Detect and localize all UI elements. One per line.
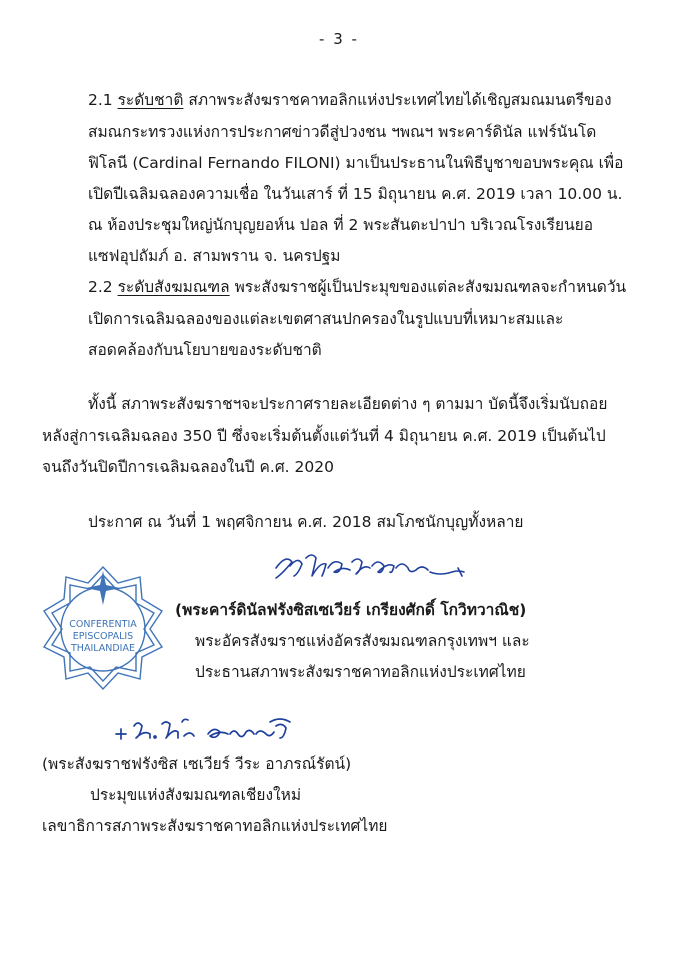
section-2-1-line-3: ฟิโลนี (Cardinal Fernando FILONI) มาเป็นประธานในพิธีบูชาขอบพระคุณ เพื่อ xyxy=(88,154,624,172)
section-2-2-line-1 xyxy=(88,277,626,297)
signatory-2-title-1: ประมุขแห่งสังฆมณฑลเชียงใหม่ xyxy=(90,786,302,804)
section-2-1-heading: ระดับชาติ xyxy=(117,91,184,109)
section-2-2-line-2: เปิดการเฉลิมฉลองของแต่ละเขตศาสนปกครองในรูปแบบที่เหมาะสมและ xyxy=(88,310,564,328)
signatory-1-title-2: ประธานสภาพระสังฆราชคาทอลิกแห่งประเทศไทย xyxy=(195,663,526,681)
section-2-2-heading: ระดับสังฆมณฑล xyxy=(117,278,230,296)
section-2-1-line-2: สมณกระทรวงแห่งการประกาศข่าวดีสู่ปวงชน ฯพณฯ พระคาร์ดินัล แฟร์นันโด xyxy=(88,123,597,141)
closing-line-3: จนถึงวันปิดปีการเฉลิมฉลองในปี ค.ศ. 2020 xyxy=(42,458,334,476)
signatory-2-name: (พระสังฆราชฟรังซิส เซเวียร์ วีระ อาภรณ์รัตน์) xyxy=(42,755,352,773)
section-2-1-line-5: ณ ห้องประชุมใหญ่นักบุญยอห์น ปอล ที่ 2 พระสันตะปาปา บริเวณโรงเรียนยอ xyxy=(88,216,594,234)
signature-1 xyxy=(272,548,472,592)
seal-text-line-3: THAILANDIAE xyxy=(71,643,135,654)
seal-text-line-2: EPISCOPALIS xyxy=(72,631,134,642)
section-2-1-line-1 xyxy=(88,90,612,110)
signatory-1-name: (พระคาร์ดินัลฟรังซิสเซเวียร์ เกรียงศักดิ์ โกวิทวาณิช) xyxy=(175,601,527,619)
page-number: - 3 - xyxy=(319,30,359,48)
section-2-1-line-6: แซฟอุปถัมภ์ อ. สามพราน จ. นครปฐม xyxy=(88,247,341,265)
closing-line-1: ทั้งนี้ สภาพระสังฆราชฯจะประกาศรายละเอียดต่าง ๆ ตามมา บัดนี้จึงเริ่มนับถอย xyxy=(88,395,608,413)
episcopal-conference-seal xyxy=(38,563,168,693)
section-2-2-text: พระสังฆราชผู้เป็นประมุขของแต่ละสังฆมณฑลจะกำหนดวัน xyxy=(229,278,627,296)
signature-2 xyxy=(110,712,310,748)
section-2-1-text: สภาพระสังฆราชคาทอลิกแห่งประเทศไทยได้เชิญสมณมนตรีของ xyxy=(183,91,612,109)
signatory-2-title-2: เลขาธิการสภาพระสังฆราชคาทอลิกแห่งประเทศไทย xyxy=(42,817,388,835)
seal-text-line-1: CONFERENTIA xyxy=(69,619,137,630)
section-2-2-line-3: สอดคล้องกับนโยบายของระดับชาติ xyxy=(88,341,322,359)
section-2-2-label: 2.2 xyxy=(88,278,118,296)
signatory-1-title-1: พระอัครสังฆราชแห่งอัครสังฆมณฑลกรุงเทพฯ และ xyxy=(195,632,530,650)
announcement-date-line: ประกาศ ณ วันที่ 1 พฤศจิกายน ค.ศ. 2018 สมโภชนักบุญทั้งหลาย xyxy=(88,513,524,531)
section-2-1-line-4: เปิดปีเฉลิมฉลองความเชื่อ ในวันเสาร์ ที่ 15 มิถุนายน ค.ศ. 2019 เวลา 10.00 น. xyxy=(88,185,623,203)
section-2-1-label: 2.1 xyxy=(88,91,118,109)
closing-line-2: หลังสู่การเฉลิมฉลอง 350 ปี ซึ่งจะเริ่มต้นตั้งแต่วันที่ 4 มิถุนายน ค.ศ. 2019 เป็นต้นไป xyxy=(42,427,606,445)
